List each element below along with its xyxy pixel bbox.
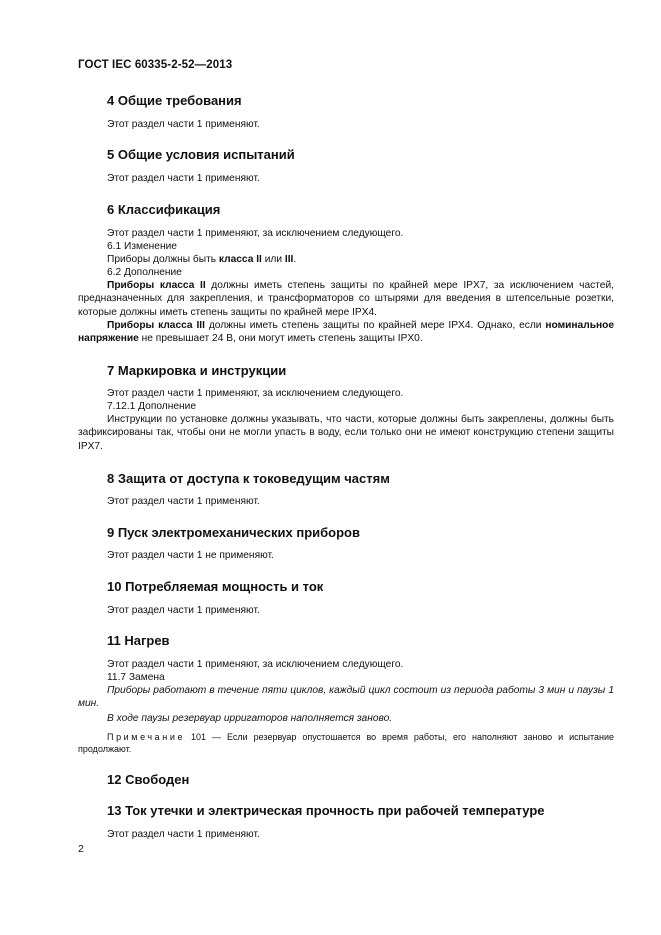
section-7-heading: 7 Маркировка и инструкции bbox=[107, 363, 287, 378]
section-4-heading: 4 Общие требования bbox=[107, 93, 242, 108]
section-13-heading: 13 Ток утечки и электрическая прочность при рабочей температуре bbox=[107, 803, 545, 818]
section-11-intro: Этот раздел части 1 применяют, за исключением следующего. bbox=[107, 659, 404, 670]
section-5-heading: 5 Общие условия испытаний bbox=[107, 147, 295, 162]
section-9-heading: 9 Пуск электромеханических приборов bbox=[107, 525, 360, 540]
section-13-text: Этот раздел части 1 применяют. bbox=[107, 829, 260, 840]
section-11-7-subheading: 11.7 Замена bbox=[107, 672, 165, 683]
section-6-2-subheading: 6.2 Дополнение bbox=[107, 267, 182, 278]
section-11-italic-paragraph-1: Приборы работают в течение пяти циклов, каждый цикл состоит из периода работы 3 мин и паузы 1 мин. bbox=[78, 685, 614, 710]
section-4-text: Этот раздел части 1 применяют. bbox=[107, 119, 260, 130]
section-10-heading: 10 Потребляемая мощность и ток bbox=[107, 579, 324, 594]
section-11-italic-paragraph-2: В ходе паузы резервуар ирригаторов наполняется заново. bbox=[107, 713, 393, 724]
note-label: Примечание bbox=[107, 732, 186, 742]
section-6-intro: Этот раздел части 1 применяют, за исключением следующего. bbox=[107, 228, 404, 239]
class-ii-paragraph: Приборы класса II должны иметь степень защиты по крайней мере IPX7, за исключением частей, предназначенных для закрепления, и трансформаторов со штырями для введения в штепсельные розетки, которые должны иметь степень защиты по крайней мере IPX4. bbox=[78, 280, 614, 318]
section-6-heading: 6 Классификация bbox=[107, 202, 221, 217]
section-11-heading: 11 Нагрев bbox=[107, 633, 170, 648]
section-7-intro: Этот раздел части 1 применяют, за исключением следующего. bbox=[107, 388, 404, 399]
section-9-text: Этот раздел части 1 не применяют. bbox=[107, 550, 274, 561]
note-101: Примечание 101 — Если резервуар опустошается во время работы, его наполняют заново и испытание продолжают. bbox=[78, 732, 614, 754]
section-5-text: Этот раздел части 1 применяют. bbox=[107, 173, 260, 184]
class-iii-paragraph: Приборы класса III должны иметь степень защиты по крайней мере IPX4. Однако, если номинальное напряжение не превышает 24 В, они могут иметь степень защиты IPX0. bbox=[78, 320, 614, 345]
section-7-12-1-subheading: 7.12.1 Дополнение bbox=[107, 401, 197, 412]
page-number: 2 bbox=[78, 843, 84, 855]
document-header: ГОСТ IEC 60335-2-52—2013 bbox=[78, 59, 233, 71]
section-7-paragraph: Инструкции по установке должны указывать, что части, которые должны быть закреплены, должны быть зафиксированы так, чтобы они не могли упасть в воду, если только они не имеют конструкцию степени защиты IPX7. bbox=[78, 414, 614, 452]
section-8-heading: 8 Защита от доступа к токоведущим частям bbox=[107, 471, 390, 486]
section-6-1-subheading: 6.1 Изменение bbox=[107, 241, 177, 252]
section-10-text: Этот раздел части 1 применяют. bbox=[107, 605, 260, 616]
section-12-heading: 12 Свободен bbox=[107, 772, 190, 787]
section-6-1-text: Приборы должны быть класса II или III. bbox=[107, 254, 297, 265]
section-8-text: Этот раздел части 1 применяют. bbox=[107, 496, 260, 507]
